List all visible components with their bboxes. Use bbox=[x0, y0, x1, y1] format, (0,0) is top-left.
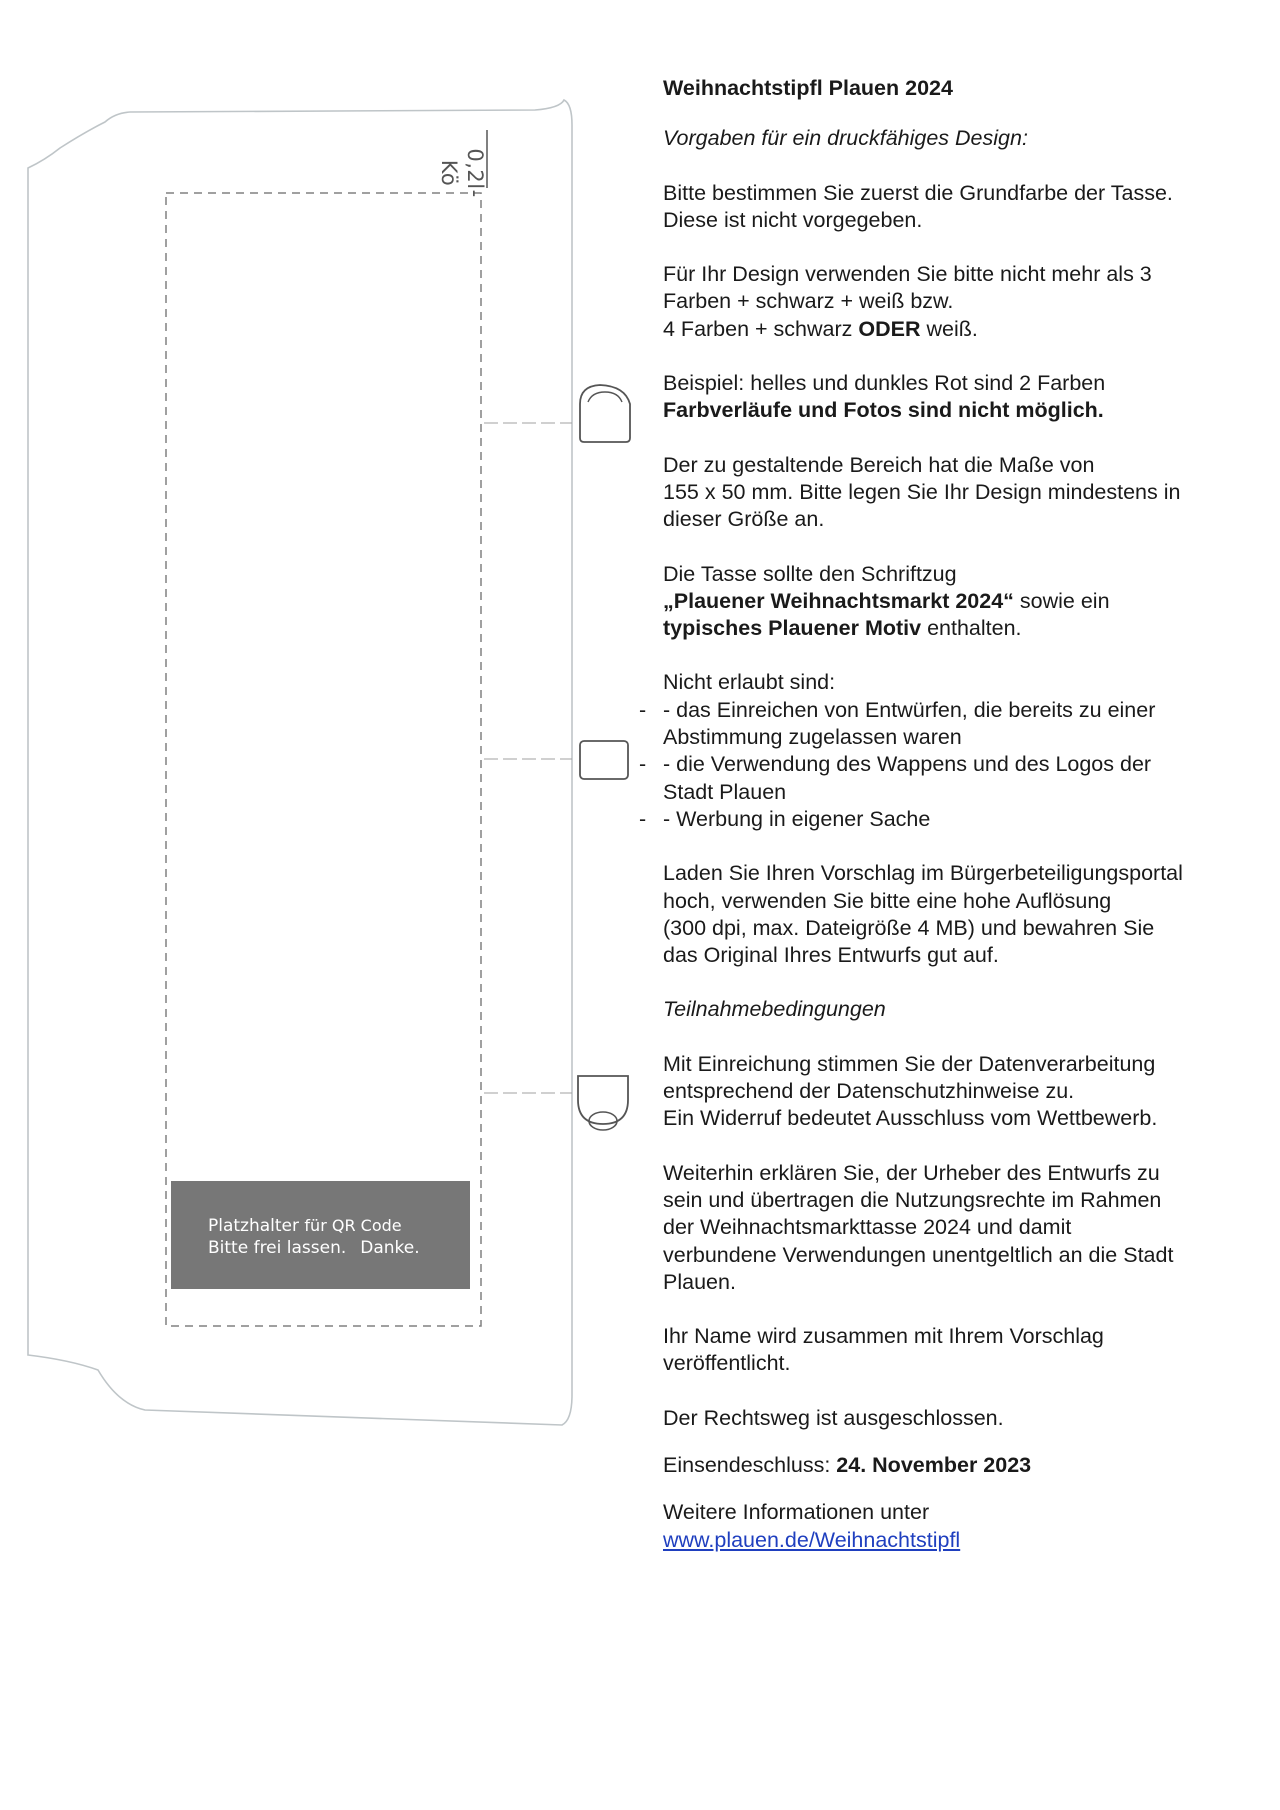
paragraph-base-color bbox=[663, 180, 1263, 235]
paragraph-dimensions bbox=[663, 452, 1263, 534]
qr-placeholder-line1-main: Platzhalter bbox=[208, 1216, 300, 1236]
text-line bbox=[663, 588, 1263, 615]
text-line: sein und übertragen die Nutzungsrechte im Rahmen bbox=[663, 1187, 1162, 1212]
text-line bbox=[663, 615, 1263, 642]
text-line bbox=[663, 316, 1263, 343]
text-line: der Weihnachtsmarkttasse 2024 und damit bbox=[663, 1215, 1072, 1240]
print-area-border bbox=[166, 193, 481, 1326]
paragraph-rights bbox=[663, 1160, 1263, 1296]
deadline-label: Einsendeschluss: bbox=[663, 1452, 837, 1477]
list-marker: - bbox=[639, 697, 647, 722]
text-line: Diese ist nicht vorgegeben. bbox=[663, 207, 923, 232]
list-item bbox=[639, 806, 1263, 833]
text-line: hoch, verwenden Sie bitte eine hohe Auflösung bbox=[663, 888, 1112, 913]
paragraph-publication bbox=[663, 1323, 1263, 1378]
more-info bbox=[663, 1499, 1263, 1554]
deadline-value: 24. November 2023 bbox=[836, 1452, 1032, 1477]
paragraph-data-processing bbox=[663, 1051, 1263, 1133]
text-line-bold: Farbverläufe und Fotos sind nicht möglich. bbox=[663, 398, 1104, 423]
handle-shape-middle bbox=[580, 741, 628, 779]
handle-shape-bottom-ring bbox=[589, 1112, 617, 1130]
text-line: Farben + schwarz + weiß bzw. bbox=[663, 289, 954, 314]
text-fragment: - das Einreichen von Entwürfen, die bereits zu einer bbox=[663, 697, 1156, 722]
text-line: Für Ihr Design verwenden Sie bitte nicht mehr als 3 bbox=[663, 262, 1152, 287]
more-info-text: Weitere Informationen unter bbox=[663, 1500, 930, 1525]
text-line: (300 dpi, max. Dateigröße 4 MB) und bewahren Sie bbox=[663, 915, 1155, 940]
text-line: Beispiel: helles und dunkles Rot sind 2 Farben bbox=[663, 371, 1106, 396]
mug-template bbox=[0, 0, 640, 1450]
text-line: Die Tasse sollte den Schriftzug bbox=[663, 561, 957, 586]
text-line: Ihr Name wird zusammen mit Ihrem Vorschlag bbox=[663, 1324, 1104, 1349]
text-line: veröffentlicht. bbox=[663, 1351, 791, 1376]
conditions-heading: Teilnahmebedingungen bbox=[663, 997, 886, 1022]
qr-placeholder-line1-small: für QR Code bbox=[304, 1216, 402, 1235]
paragraph-upload bbox=[663, 860, 1263, 969]
template-code-label: 0,2l-Kö bbox=[437, 148, 487, 198]
text-line: Mit Einreichung stimmen Sie der Datenverarbeitung bbox=[663, 1051, 1156, 1076]
text-line: 155 x 50 mm. Bitte legen Sie Ihr Design mindestens in bbox=[663, 479, 1181, 504]
text-line: Ein Widerruf bedeutet Ausschluss vom Wettbewerb. bbox=[663, 1106, 1158, 1131]
paragraph-legal: Der Rechtsweg ist ausgeschlossen. bbox=[663, 1405, 1004, 1430]
text-line: das Original Ihres Entwurfs gut auf. bbox=[663, 943, 999, 968]
paragraph-lettering bbox=[663, 561, 1263, 643]
paragraph-not-allowed bbox=[639, 669, 1263, 833]
handle-shape-top-inner bbox=[588, 392, 622, 402]
text-line: Plauen. bbox=[663, 1269, 736, 1294]
text-fragment: enthalten. bbox=[921, 616, 1022, 641]
text-fragment-bold: „Plauener Weihnachtsmarkt 2024“ bbox=[663, 588, 1014, 613]
qr-placeholder-line2-part1: Bitte frei lassen. bbox=[208, 1238, 347, 1258]
text-fragment: 4 Farben + schwarz bbox=[663, 316, 859, 341]
qr-code-placeholder bbox=[171, 1181, 470, 1289]
text-fragment-bold: typisches Plauener Motiv bbox=[663, 616, 922, 641]
text-fragment: sowie ein bbox=[1013, 588, 1110, 613]
handle-shape-top bbox=[580, 385, 630, 442]
deadline bbox=[663, 1452, 1263, 1479]
list-heading: Nicht erlaubt sind: bbox=[663, 670, 836, 695]
handle-shape-bottom bbox=[578, 1076, 628, 1124]
text-line: Abstimmung zugelassen waren bbox=[663, 725, 962, 750]
text-line: Laden Sie Ihren Vorschlag im Bürgerbeteiligungsportal bbox=[663, 861, 1183, 886]
list-item bbox=[639, 697, 1263, 724]
list-item bbox=[639, 751, 1263, 778]
text-fragment: weiß. bbox=[920, 316, 978, 341]
qr-placeholder-line2-part2: Danke. bbox=[360, 1238, 420, 1258]
list-marker: - bbox=[639, 752, 647, 777]
text-line: Weiterhin erklären Sie, der Urheber des Entwurfs zu bbox=[663, 1160, 1160, 1185]
text-line: Der zu gestaltende Bereich hat die Maße von bbox=[663, 452, 1095, 477]
paragraph-example bbox=[663, 370, 1263, 425]
text-line: dieser Größe an. bbox=[663, 507, 825, 532]
subtitle: Vorgaben für ein druckfähiges Design: bbox=[663, 126, 1028, 151]
text-line: Bitte bestimmen Sie zuerst die Grundfarbe der Tasse. bbox=[663, 180, 1173, 205]
text-fragment: - die Verwendung des Wappens und des Logos der bbox=[663, 752, 1152, 777]
text-line: verbundene Verwendungen unentgeltlich an die Stadt bbox=[663, 1242, 1174, 1267]
instructions-column bbox=[639, 75, 1263, 1581]
text-fragment: - Werbung in eigener Sache bbox=[663, 806, 931, 831]
list-marker: - bbox=[639, 806, 647, 831]
text-line: entsprechend der Datenschutzhinweise zu. bbox=[663, 1079, 1075, 1104]
text-line: Stadt Plauen bbox=[663, 779, 787, 804]
info-link[interactable]: www.plauen.de/Weihnachtstipfl bbox=[663, 1527, 961, 1552]
text-fragment-bold: ODER bbox=[858, 316, 921, 341]
page-title: Weihnachtstipfl Plauen 2024 bbox=[663, 76, 953, 100]
paragraph-colors bbox=[663, 261, 1263, 343]
